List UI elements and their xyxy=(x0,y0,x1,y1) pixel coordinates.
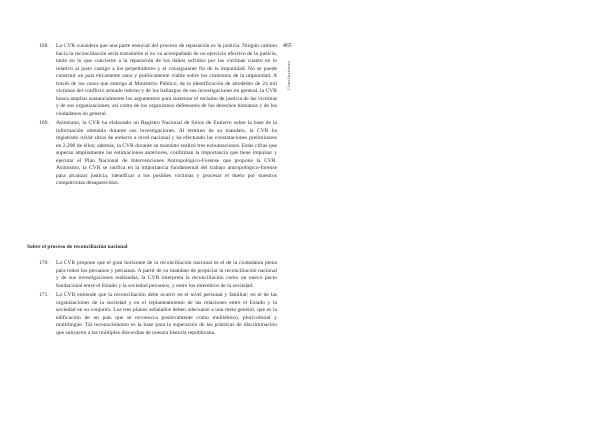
running-head: Conclusiones xyxy=(286,60,291,90)
paragraph-number: 171. xyxy=(39,292,49,298)
top-paragraphs xyxy=(27,43,277,190)
paragraph-number: 169. xyxy=(39,120,49,126)
paragraph-text: Asimismo, la CVR ha elaborado un Registro Nacional de Sitios de Entierro sobre la base de la información obtenida durante sus investigaciones. Al término de su mandato, la CVR ha registrado 4,644 sitios de entierro a nivel nacional y ha efectuado las constataciones preliminares en 2,200 de ellos; además, la CVR durante su mandato realizó tres exhumaciones. Estas cifras que superan ampliamente las estimaciones anteriores, confirman la importancia que tiene impulsar y ejecutar el Plan Nacional de Intervenciones Antropológico-Forense que propone la CVR. Asimismo, la CVR se ratifica en la importancia fundamental del trabajo antropológico-forense para alcanzar justicia, identificar a los posibles víctimas y procesar el duelo por nuestros compatriotas desaparecidos. xyxy=(56,120,277,186)
paragraph-170 xyxy=(27,260,277,290)
paragraph-text: La CVR propone que el gran horizonte de la reconciliación nacional es el de la ciudadanía plena para todos los peruanos y peruanas. A partir de su mandato de propiciar la reconciliación nacional y de sus investigaciones realizadas, la CVR interpreta la reconciliación como un nuevo pacto fundacional entre el Estado y la sociedad peruanos, y entre los miembros de la sociedad. xyxy=(56,260,277,289)
paragraph-number: 170. xyxy=(39,260,49,266)
paragraph-number: 168. xyxy=(39,43,49,49)
paragraph-171 xyxy=(27,292,277,337)
page-number: 465 xyxy=(283,43,292,49)
paragraph-text: La CVR entiende que la reconciliación debe ocurrir en el nivel personal y familiar; en el de las organizaciones de la sociedad y en el replanteamiento de las relaciones entre el Estado y la sociedad en su conjunto. Los tres planos señalados deben adecuarse a una meta general, que es la edificación de un país que se reconozca positivamente como multiétnico, pluricultural y multilingüe. Tal reconocimiento es la base para la superación de las prácticas de discriminación que subyacen a las múltiples discordias de nuestra historia republicana. xyxy=(56,292,277,336)
paragraph-169 xyxy=(27,120,277,188)
reconciliation-section xyxy=(27,244,277,339)
paragraph-168 xyxy=(27,43,277,118)
section-heading xyxy=(27,244,277,250)
paragraph-text: La CVR considera que una parte esencial del proceso de reparación es la justicia. Ningún camino hacia la reconciliación sería transitable si no va acompañado de un ejercicio efectivo de la justicia, tanto en lo que concierne a la reparación de los daños sufridos por las víctimas cuanto en lo relativo al justo castigo a los perpetradores y el consiguiente fin de la impunidad. No se puede construir un país éticamente sano y políticamente viable sobre los cimientos de la impunidad. A través de los casos que entrega al Ministerio Público, de la identificación de alrededor de 24 mil víctimas del conflicto armado interno y de los hallazgos de sus investigaciones en general, la CVR busca ampliar sustancialmente los argumentos para sustentar el reclamo de justicia de las víctimas y de sus organizaciones, así como de los organismos defensores de los derechos humanos y de los ciudadanos en general. xyxy=(56,43,277,117)
section-heading-text: Sobre el proceso de reconciliación nacional xyxy=(27,244,128,250)
